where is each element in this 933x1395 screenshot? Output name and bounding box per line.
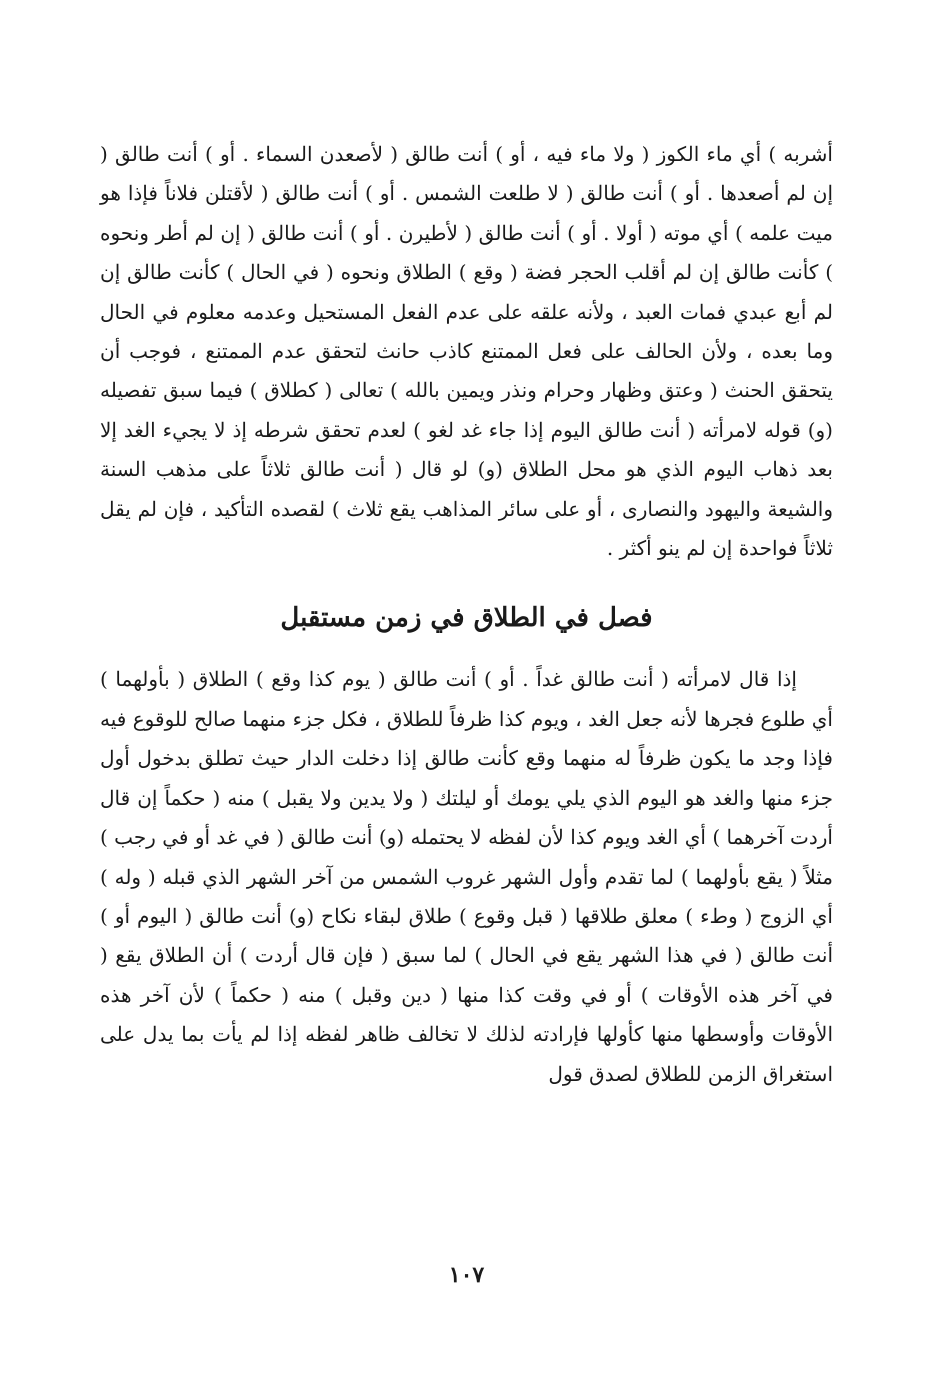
body-paragraph-2: إذا قال لامرأته ( أنت طالق غداً . أو ) أنت طالق ( يوم كذا وقع ) الطلاق ( بأولهما ) أي طلوع فجرها لأنه جعل الغد ، ويوم كذا ظرفاً للطلاق ، فكل جزء منهما صالح للوقوع فيه فإذا وجد ما يكون ظرفاً له منهما وقع كأنت طالق إذا دخلت الدار حيث تطلق بدخول أول جزء منها والغد هو اليوم الذي يلي يومك أو ليلتك ( ولا يدين ولا يقبل ) منه ( حكماً إن قال أردت آخرهما ) أي الغد ويوم كذا لأن لفظه لا يحتمله (و) أنت طالق ( في غد أو في رجب ) مثلاً ( يقع بأولهما ) لما تقدم وأول الشهر غروب الشمس من آخر الشهر الذي قبله ( وله ) أي الزوج ( وطء ) معلق طلاقها ( قبل وقوع ) طلاق لبقاء نكاح (و) أنت طالق ( اليوم أو ) أنت طالق ( في هذا الشهر يقع في الحال ) لما سبق ( فإن قال أردت ) أن الطلاق يقع ( في آخر هذه الأوقات ) أو في وقت كذا منها ( دين وقبل ) منه ( حكماً ) لأن آخر هذه الأوقات وأوسطها منها كأولها فإرادته لذلك لا تخالف ظاهر لفظه إذا لم يأت بما يدل على استغراق الزمن للطلاق لصدق قول [100,667,833,1086]
section-heading: فصل في الطلاق في زمن مستقبل [280,603,653,634]
page-number: ١٠٧ [448,1262,485,1288]
page-body [100,135,833,1094]
body-paragraph-1: أشربه ) أي ماء الكوز ( ولا ماء فيه ، أو ) أنت طالق ( لأصعدن السماء . أو ) أنت طالق ( إن لم أصعدها . أو ) أنت طالق ( لا طلعت الشمس . أو ) أنت طالق ( لأقتلن فلاناً فإذا هو ميت علمه ) أي موته ( أولا . أو ) أنت طالق ( لأطيرن . أو ) أنت طالق ( إن لم أطر ونحوه ) كأنت طالق إن لم أقلب الحجر فضة ( وقع ) الطلاق ونحوه ( في الحال ) كأنت طالق إن لم أبع عبدي فمات العبد ، ولأنه علقه على عدم الفعل المستحيل وعدمه معلوم في الحال وما بعده ، ولأن الحالف على فعل الممتنع كاذب حانث لتحقق عدم الممتنع ، فوجب أن يتحقق الحنث ( وعتق وظهار وحرام ونذر ويمين بالله ) تعالى ( كطلاق ) فيما سبق تفصيله (و) قوله لامرأته ( أنت طالق اليوم إذا جاء غد لغو ) لعدم تحقق شرطه إذ لا يجيء الغد إلا بعد ذهاب اليوم الذي هو محل الطلاق (و) لو قال ( أنت طالق ثلاثاً على مذهب السنة والشيعة واليهود والنصارى ، أو على سائر المذاهب يقع ثلاث ) لقصده التأكيد ، فإن لم يقل ثلاثاً فواحدة إن لم ينو أكثر . [100,142,834,561]
